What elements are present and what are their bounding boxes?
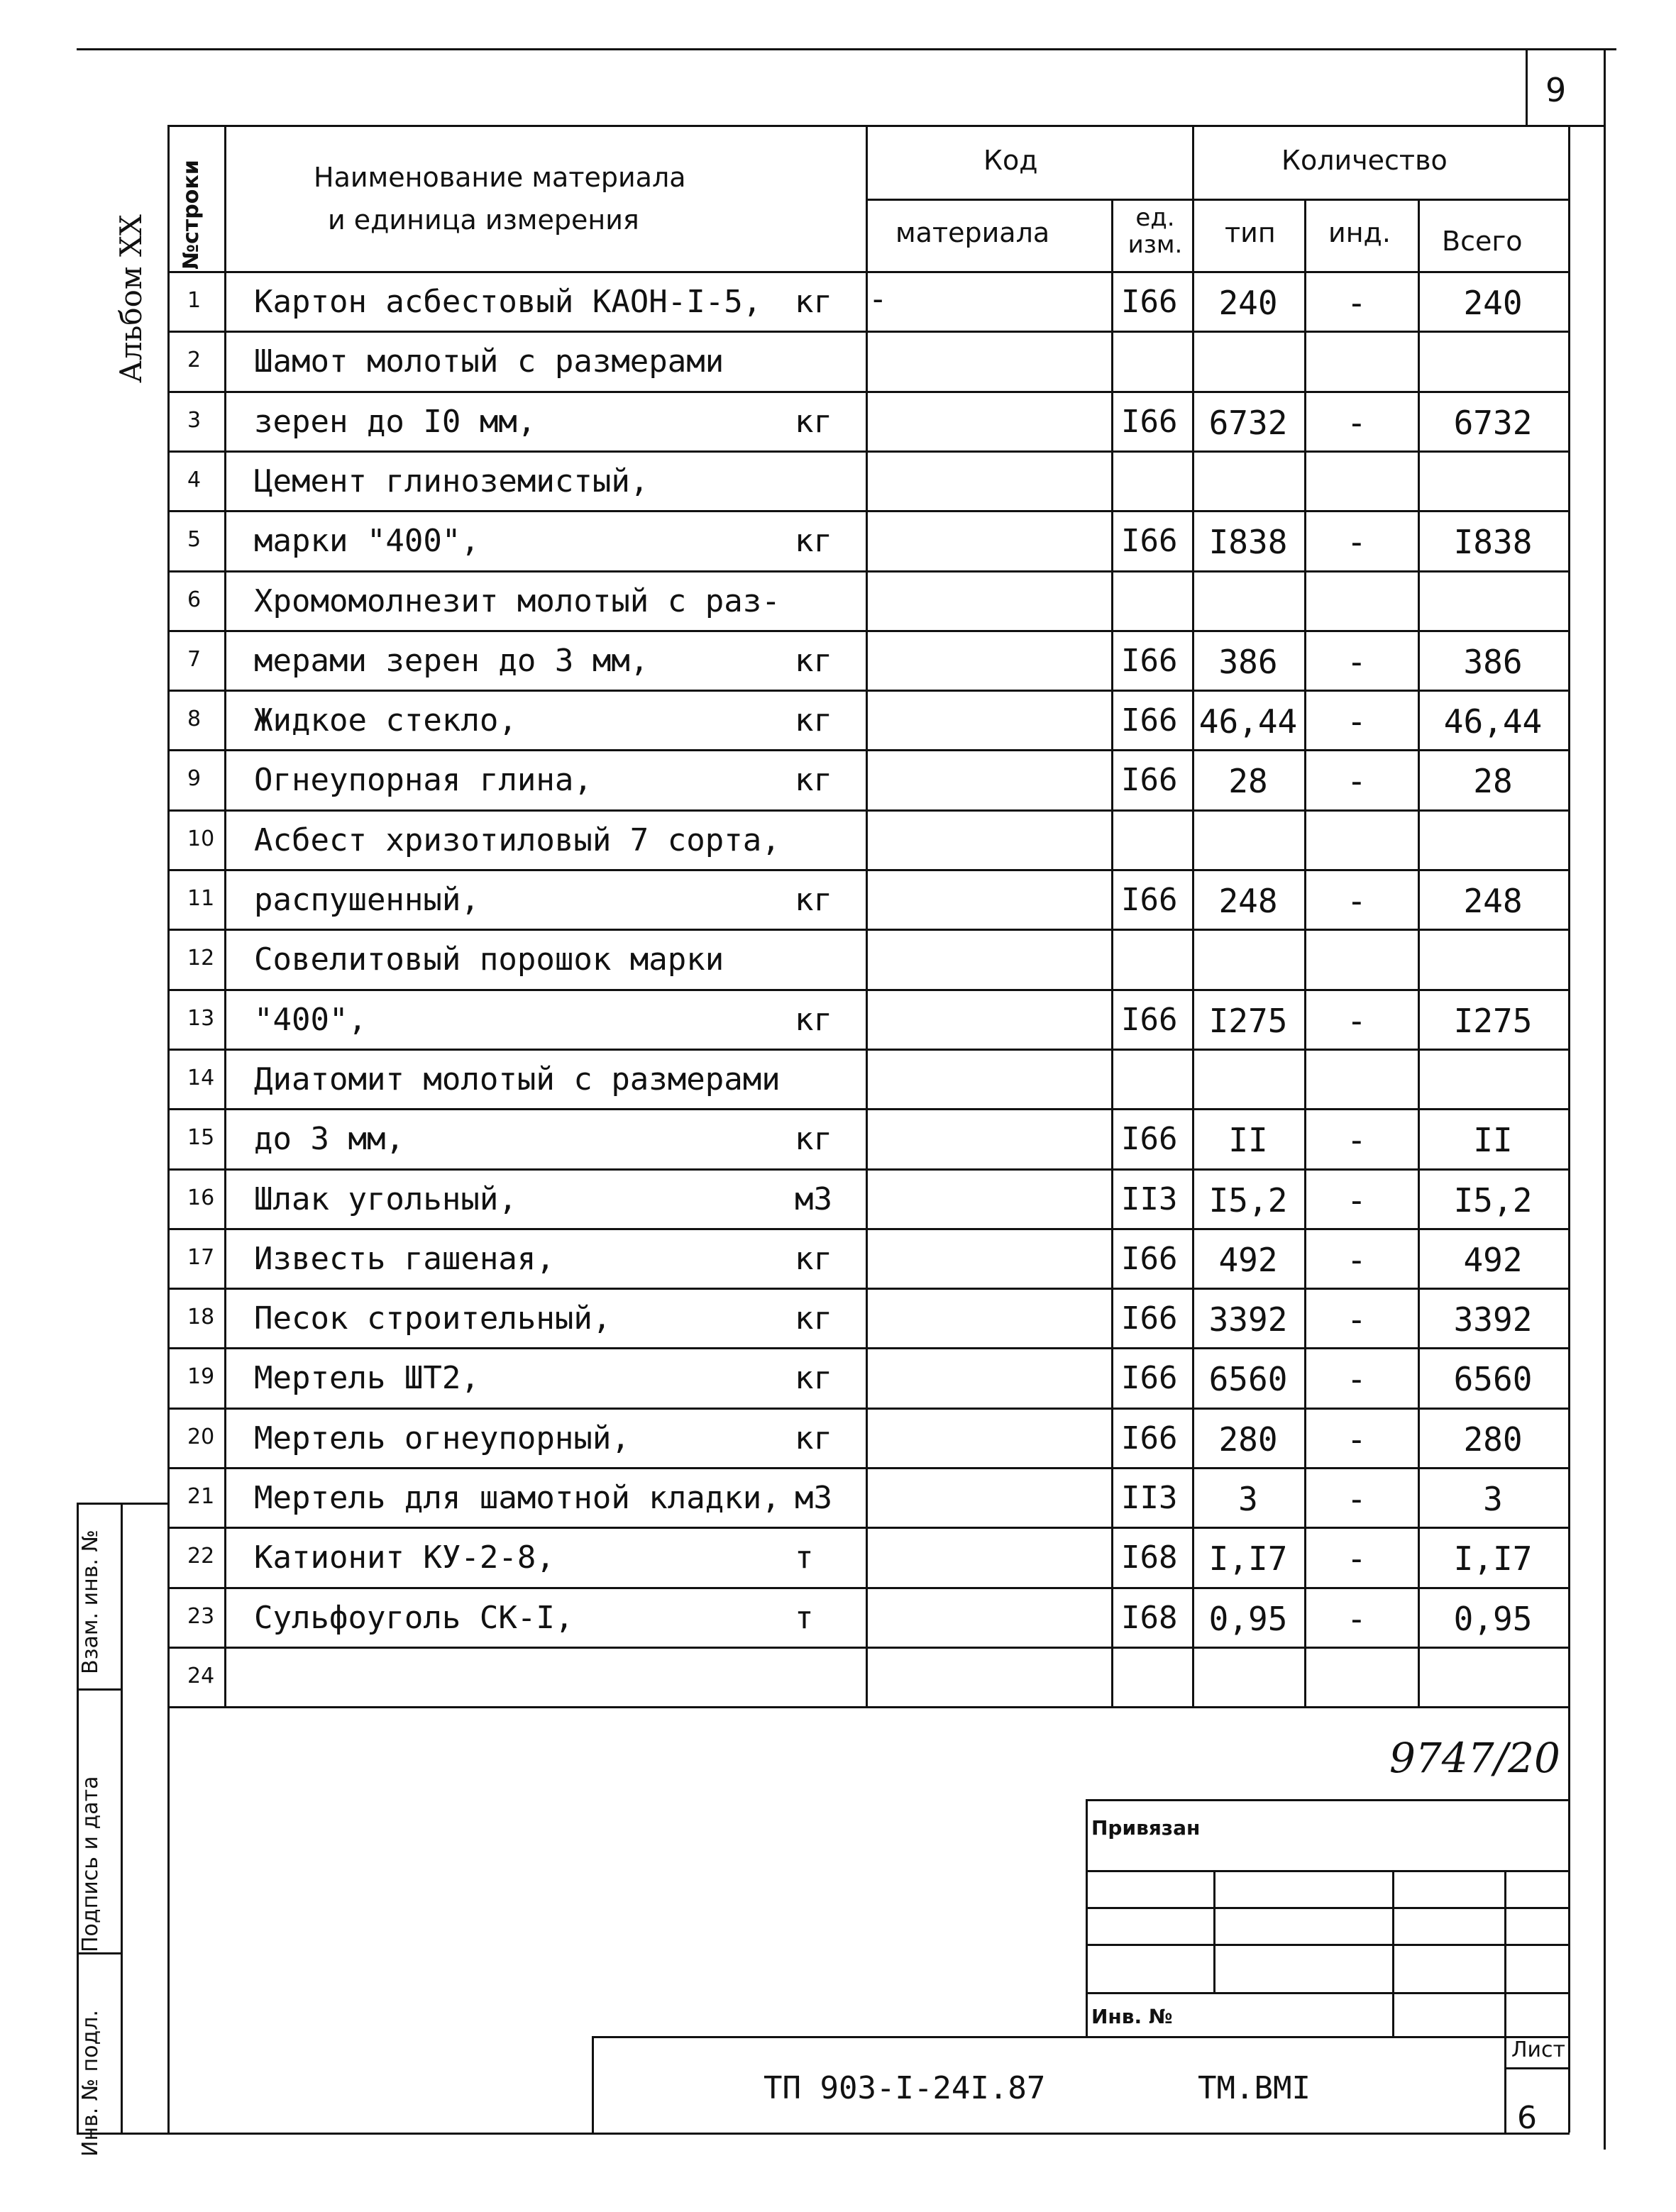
name-col-line [866, 125, 868, 1706]
type-col-line [1304, 199, 1306, 1706]
qty-ind: - [1347, 1300, 1367, 1339]
qty-ind: - [1347, 882, 1367, 920]
unit-code: I66 [1121, 1121, 1178, 1157]
material-name: Диатомит молотый с размерами [254, 1061, 781, 1097]
material-name: распушенный, [254, 882, 480, 918]
row-line [167, 1108, 1570, 1110]
qty-type: 3392 [1208, 1300, 1288, 1339]
row-line [167, 510, 1570, 512]
title-block-top [592, 2036, 1570, 2038]
material-name: Огнеупорная глина, [254, 762, 592, 798]
table-top-line [167, 125, 1570, 127]
material-unit: т [795, 1600, 814, 1636]
row-line [167, 1049, 1570, 1051]
document-suffix: ТМ.ВМI [1198, 2070, 1311, 2106]
unit-code: I66 [1121, 284, 1178, 320]
qty-type: I838 [1208, 523, 1288, 561]
material-unit: м3 [795, 1181, 832, 1217]
material-name: Катионит КУ-2-8, [254, 1539, 555, 1576]
qty-type: 46,44 [1198, 702, 1298, 741]
material-code: - [869, 281, 888, 317]
material-unit: т [795, 1539, 814, 1576]
material-name: Песок строительный, [254, 1300, 612, 1337]
unit-code: I68 [1121, 1600, 1178, 1636]
sheet-label: Лист [1511, 2037, 1566, 2062]
unit-code: II3 [1121, 1181, 1178, 1217]
stamp-left [1086, 1799, 1088, 2037]
unit-code: I66 [1121, 762, 1178, 798]
row-number: 2 [187, 348, 202, 372]
header-qty-total: Всего [1442, 226, 1523, 257]
qty-total: I5,2 [1453, 1181, 1533, 1220]
row-number: 20 [187, 1425, 215, 1449]
material-unit: кг [795, 702, 832, 739]
material-name: Асбест хризотиловый 7 сорта, [254, 822, 781, 858]
row-line [167, 391, 1570, 393]
qty-total: 248 [1463, 882, 1523, 920]
qty-total: 46,44 [1443, 702, 1543, 741]
qty-ind: - [1347, 1600, 1367, 1638]
qty-total: 28 [1473, 762, 1513, 800]
material-unit: кг [795, 1420, 832, 1456]
unit-code: I66 [1121, 1002, 1178, 1038]
qty-type: 6732 [1208, 404, 1288, 442]
unit-code: II3 [1121, 1480, 1178, 1516]
sheet-label-line [1504, 2067, 1570, 2069]
row-number: 6 [187, 587, 202, 612]
row-line [167, 630, 1570, 632]
stamp-line-3 [1086, 1944, 1570, 1946]
qty-type: 6560 [1208, 1360, 1288, 1398]
qty-type: 386 [1218, 643, 1278, 681]
row-number: 12 [187, 946, 215, 970]
row-line [167, 1168, 1570, 1171]
material-name: "400", [254, 1002, 367, 1038]
row-line [167, 1467, 1570, 1469]
row-number: 13 [187, 1006, 215, 1031]
header-code: Код [983, 145, 1038, 176]
unit-code: I66 [1121, 702, 1178, 739]
qty-ind: - [1347, 1539, 1367, 1578]
page-bottom-line [77, 2133, 1570, 2135]
qty-type: 0,95 [1208, 1600, 1288, 1638]
unit-code: I66 [1121, 1420, 1178, 1456]
row-number: 23 [187, 1604, 215, 1629]
material-name: Шамот молотый с размерами [254, 343, 724, 380]
unit-code-col-line [1192, 125, 1194, 1706]
material-unit: кг [795, 1360, 832, 1396]
code-col-line [1111, 199, 1113, 1706]
stamp-line-4 [1086, 1992, 1570, 1994]
header-mid-line [866, 199, 1570, 201]
table-right-line [1568, 125, 1570, 2133]
qty-total: 6560 [1453, 1360, 1533, 1398]
unit-code: I66 [1121, 882, 1178, 918]
ind-col-line [1418, 199, 1420, 1706]
top-rule [77, 48, 1616, 50]
row-number: 17 [187, 1245, 215, 1270]
page-number: 9 [1545, 71, 1567, 109]
unit-code: I66 [1121, 523, 1178, 559]
material-unit: кг [795, 523, 832, 559]
material-name: Сульфоуголь СК-I, [254, 1600, 574, 1636]
row-number: 7 [187, 647, 202, 672]
stamp-col-3 [1504, 1870, 1506, 2134]
row-line [167, 1228, 1570, 1230]
material-name: Картон асбестовый КАОН-I-5, [254, 284, 762, 320]
qty-ind: - [1347, 284, 1367, 322]
material-name: Известь гашеная, [254, 1241, 555, 1277]
qty-ind: - [1347, 762, 1367, 800]
row-number: 8 [187, 707, 202, 731]
material-unit: кг [795, 762, 832, 798]
side-label-inv-podl: Инв. № подл. [78, 2010, 103, 2157]
qty-type: 28 [1228, 762, 1268, 800]
material-unit: кг [795, 643, 832, 679]
material-name: мерами зерен до 3 мм, [254, 643, 649, 679]
qty-type: I,I7 [1208, 1539, 1288, 1578]
row-line [167, 1408, 1570, 1410]
qty-type: 3 [1238, 1480, 1258, 1518]
qty-ind: - [1347, 1360, 1367, 1398]
qty-total: 240 [1463, 284, 1523, 322]
title-block-left [592, 2036, 594, 2134]
row-line [167, 570, 1570, 573]
material-name: Мертель огнеупорный, [254, 1420, 630, 1456]
binding-sep-1 [77, 1688, 122, 1691]
row-line [167, 1647, 1570, 1649]
row-line [167, 1288, 1570, 1290]
qty-ind: - [1347, 404, 1367, 442]
material-name: до 3 мм, [254, 1121, 404, 1157]
qty-total: I275 [1453, 1002, 1533, 1040]
row-number: 3 [187, 408, 202, 433]
qty-ind: - [1347, 1420, 1367, 1459]
sheet-number: 6 [1517, 2100, 1537, 2136]
qty-ind: - [1347, 643, 1367, 681]
row-number: 1 [187, 288, 202, 313]
unit-code: I68 [1121, 1539, 1178, 1576]
material-unit: кг [795, 1300, 832, 1337]
row-line [167, 690, 1570, 692]
qty-type: 280 [1218, 1420, 1278, 1459]
header-code-material: материала [895, 217, 1050, 248]
material-unit: кг [795, 1241, 832, 1277]
header-code-unit: ед. изм. [1128, 204, 1183, 259]
album-label: Альбом XX [114, 214, 148, 383]
stamp-privyazan-top [1086, 1799, 1570, 1801]
row-number: 9 [187, 766, 202, 791]
material-name: марки "400", [254, 523, 480, 559]
qty-ind: - [1347, 1181, 1367, 1220]
qty-type: I5,2 [1208, 1181, 1288, 1220]
document-code: ТП 903-I-24I.87 [763, 2070, 1046, 2106]
row-number: 11 [187, 886, 215, 911]
privyazan-label: Привязан [1091, 1816, 1201, 1840]
material-unit: кг [795, 404, 832, 440]
qty-total: 3392 [1453, 1300, 1533, 1339]
row-number: 4 [187, 468, 202, 492]
inv-no-label: Инв. № [1091, 2005, 1173, 2028]
stamp-line-2 [1086, 1907, 1570, 1909]
material-unit: кг [795, 1121, 832, 1157]
table-left-line [167, 125, 170, 2133]
qty-total: 0,95 [1453, 1600, 1533, 1638]
qty-ind: - [1347, 523, 1367, 561]
row-line [167, 331, 1570, 333]
material-unit: кг [795, 1002, 832, 1038]
row-line [167, 1527, 1570, 1529]
header-qty-ind: инд. [1328, 217, 1391, 248]
stamp-col-2 [1392, 1870, 1394, 2037]
material-unit: кг [795, 284, 832, 320]
row-line [167, 1347, 1570, 1349]
qty-ind: - [1347, 1002, 1367, 1040]
material-unit: м3 [795, 1480, 832, 1516]
material-name: Шлак угольный, [254, 1181, 517, 1217]
material-name: Мертель для шамотной кладки, [254, 1480, 781, 1516]
qty-type: II [1228, 1121, 1268, 1159]
side-label-podpis: Подпись и дата [78, 1776, 103, 1952]
material-name: зерен до I0 мм, [254, 404, 536, 440]
qty-total: 386 [1463, 643, 1523, 681]
material-name: Хромомолнезит молотый с раз- [254, 583, 781, 619]
row-line [167, 869, 1570, 871]
row-number: 14 [187, 1066, 215, 1090]
header-name-line2: и единица измерения [328, 204, 639, 236]
material-name: Мертель ШТ2, [254, 1360, 480, 1396]
qty-type: 492 [1218, 1241, 1278, 1279]
qty-total: I838 [1453, 523, 1533, 561]
row-number: 16 [187, 1185, 215, 1210]
material-name: Жидкое стекло, [254, 702, 517, 739]
qty-ind: - [1347, 1480, 1367, 1518]
right-frame [1604, 50, 1606, 2150]
row-line [167, 1587, 1570, 1589]
qty-type: 248 [1218, 882, 1278, 920]
stamp-line-1 [1086, 1870, 1570, 1872]
row-line [167, 929, 1570, 931]
qty-total: 280 [1463, 1420, 1523, 1459]
row-number: 19 [187, 1364, 215, 1389]
side-label-vzam: Взам. инв. № [78, 1530, 103, 1674]
qty-total: I,I7 [1453, 1539, 1533, 1578]
unit-code: I66 [1121, 1300, 1178, 1337]
unit-code: I66 [1121, 643, 1178, 679]
row-number: 22 [187, 1544, 215, 1569]
row-line [167, 809, 1570, 812]
header-bottom-line [167, 271, 1570, 273]
row-number: 24 [187, 1664, 215, 1688]
qty-ind: - [1347, 1121, 1367, 1159]
row-number: 18 [187, 1305, 215, 1329]
qty-type: I275 [1208, 1002, 1288, 1040]
binding-strip-inner [121, 1503, 123, 2134]
row-line [167, 1706, 1570, 1708]
page-number-box-left [1526, 50, 1528, 126]
unit-code: I66 [1121, 404, 1178, 440]
row-line [167, 749, 1570, 751]
row-number: 15 [187, 1125, 215, 1150]
qty-ind: - [1347, 702, 1367, 741]
header-row-number: №строки [179, 160, 204, 270]
header-qty-type: тип [1225, 217, 1276, 248]
material-unit: кг [795, 882, 832, 918]
stamp-col-1 [1213, 1870, 1215, 1992]
qty-total: 3 [1483, 1480, 1503, 1518]
material-name: Совелитовый порошок марки [254, 941, 724, 978]
qty-type: 240 [1218, 284, 1278, 322]
unit-code: I66 [1121, 1360, 1178, 1396]
row-line [167, 989, 1570, 991]
header-quantity: Количество [1281, 145, 1448, 176]
row-line [167, 450, 1570, 453]
header-name-line1: Наименование материала [314, 162, 686, 193]
unit-code: I66 [1121, 1241, 1178, 1277]
row-number: 5 [187, 527, 202, 552]
binding-strip-top [77, 1503, 169, 1505]
material-name: Цемент глиноземистый, [254, 463, 649, 499]
qty-ind: - [1347, 1241, 1367, 1279]
qty-total: 492 [1463, 1241, 1523, 1279]
rownum-col-line [224, 125, 226, 1706]
inventory-number-handwritten: 9747/20 [1389, 1734, 1560, 1782]
binding-sep-2 [77, 1952, 122, 1954]
row-number: 21 [187, 1484, 215, 1509]
row-number: 10 [187, 826, 215, 851]
qty-total: II [1473, 1121, 1513, 1159]
qty-total: 6732 [1453, 404, 1533, 442]
